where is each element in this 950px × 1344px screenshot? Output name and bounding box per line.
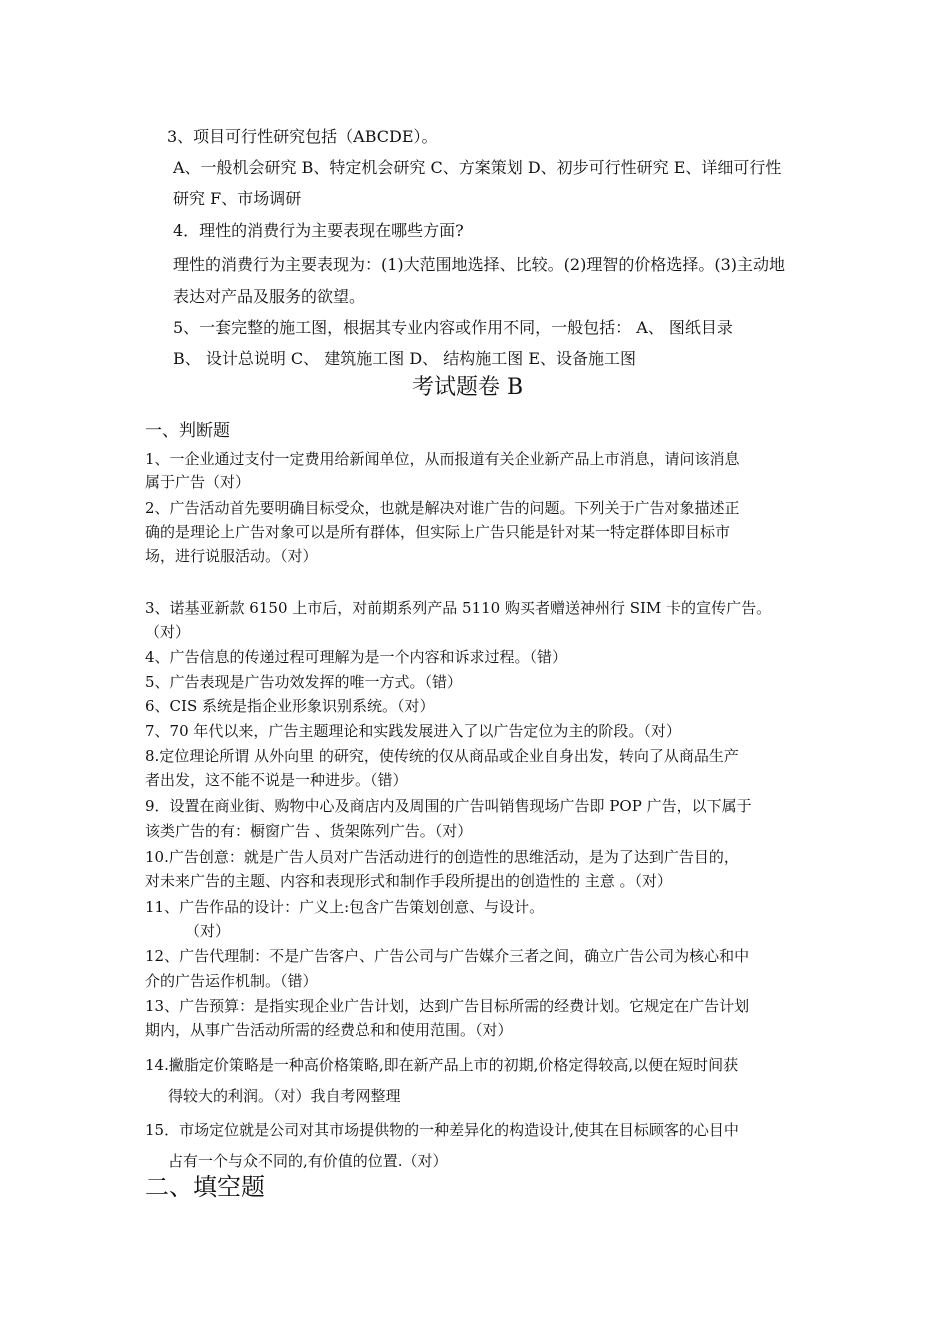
section-heading-fill-blank: 二、填空题 <box>145 1173 265 1201</box>
exam-title: 考试题卷 B <box>412 375 524 400</box>
item-12-cont: 介的广告运作机制。（错） <box>145 972 318 990</box>
item-9: 9．设置在商业街、购物中心及商店内及周围的广告叫销售现场广告即 POP 广告，以下属于 <box>145 797 752 815</box>
item-8-cont: 者出发，这不能不说是一种进步。（错） <box>145 771 408 789</box>
section-heading-judgement: 一、判断题 <box>145 421 230 441</box>
item-2-cont: 确的是理论上广告对象可以是所有群体，但实际上广告只能是针对某一特定群体即目标市 <box>145 523 731 541</box>
item-14: 14.撇脂定价策略是一种高价格策略,即在新产品上市的初期,价格定得较高,以便在短时间获 <box>145 1056 739 1074</box>
item-10: 10.广告创意：就是广告人员对广告活动进行的创造性的思维活动，是为了达到广告目的， <box>145 848 739 866</box>
item-3-cont: （对） <box>145 623 191 641</box>
item-15: 15．市场定位就是公司对其市场提供物的一种差异化的构造设计,使其在目标顾客的心目中 <box>145 1121 739 1139</box>
question-5-cont: B、 设计总说明 C、 建筑施工图 D、 结构施工图 E、设备施工图 <box>173 349 637 368</box>
item-11-cont: （对） <box>185 922 231 940</box>
item-10-cont: 对未来广告的主题、内容和表现形式和制作手段所提出的创造性的 主意 。（对） <box>145 872 673 890</box>
question-3-options-cont: 研究 F、市场调研 <box>173 189 302 208</box>
item-1: 1、一企业通过支付一定费用给新闻单位，从而报道有关企业新产品上市消息，请问该消息 <box>145 450 740 468</box>
item-1-cont: 属于广告（对） <box>145 473 251 491</box>
item-9-cont: 该类广告的有：橱窗广告 、货架陈列广告。（对） <box>145 822 473 840</box>
item-2: 2、广告活动首先要明确目标受众，也就是解决对谁广告的问题。下列关于广告对象描述正 <box>145 499 740 517</box>
question-4-answer-cont: 表达对产品及服务的欲望。 <box>173 287 366 306</box>
item-15-cont: 占有一个与众不同的,有价值的位置.（对） <box>168 1152 448 1170</box>
item-14-cont: 得较大的利润。（对）我自考网整理 <box>168 1087 401 1105</box>
question-3: 3、项目可行性研究包括（ABCDE）。 <box>167 127 438 146</box>
item-5: 5、广告表现是广告功效发挥的唯一方式。（错） <box>145 673 463 691</box>
question-4-answer: 理性的消费行为主要表现为：(1)大范围地选择、比较。(2)理智的价格选择。(3)主动地 <box>173 255 785 274</box>
item-6: 6、CIS 系统是指企业形象识别系统。（对） <box>145 697 435 715</box>
question-3-options: A、一般机会研究 B、特定机会研究 C、方案策划 D、初步可行性研究 E、详细可行性 <box>173 158 782 177</box>
question-5: 5、一套完整的施工图，根据其专业内容或作用不同，一般包括： A、 图纸目录 <box>173 318 733 337</box>
item-4: 4、广告信息的传递过程可理解为是一个内容和诉求过程。（错） <box>145 648 568 666</box>
item-13: 13、广告预算：是指实现企业广告计划，达到广告目标所需的经费计划。它规定在广告计划 <box>145 997 750 1015</box>
item-2-cont2: 场，进行说服活动。（对） <box>145 547 318 565</box>
question-4: 4．理性的消费行为主要表现在哪些方面? <box>173 221 464 240</box>
item-3: 3、诺基亚新款 6150 上市后，对前期系列产品 5110 购买者赠送神州行 SIM 卡的宣传广告。 <box>145 599 772 617</box>
item-7: 7、70 年代以来，广告主题理论和实践发展进入了以广告定位为主的阶段。（对） <box>145 722 681 740</box>
item-12: 12、广告代理制：不是广告客户、广告公司与广告媒介三者之间，确立广告公司为核心和中 <box>145 947 750 965</box>
item-11: 11、广告作品的设计：广义上:包含广告策划创意、与设计。 <box>145 898 545 916</box>
item-8: 8.定位理论所谓 从外向里 的研究，使传统的仅从商品或企业自身出发，转向了从商品生产 <box>145 747 739 765</box>
item-13-cont: 期内，从事广告活动所需的经费总和和使用范围。（对） <box>145 1021 513 1039</box>
